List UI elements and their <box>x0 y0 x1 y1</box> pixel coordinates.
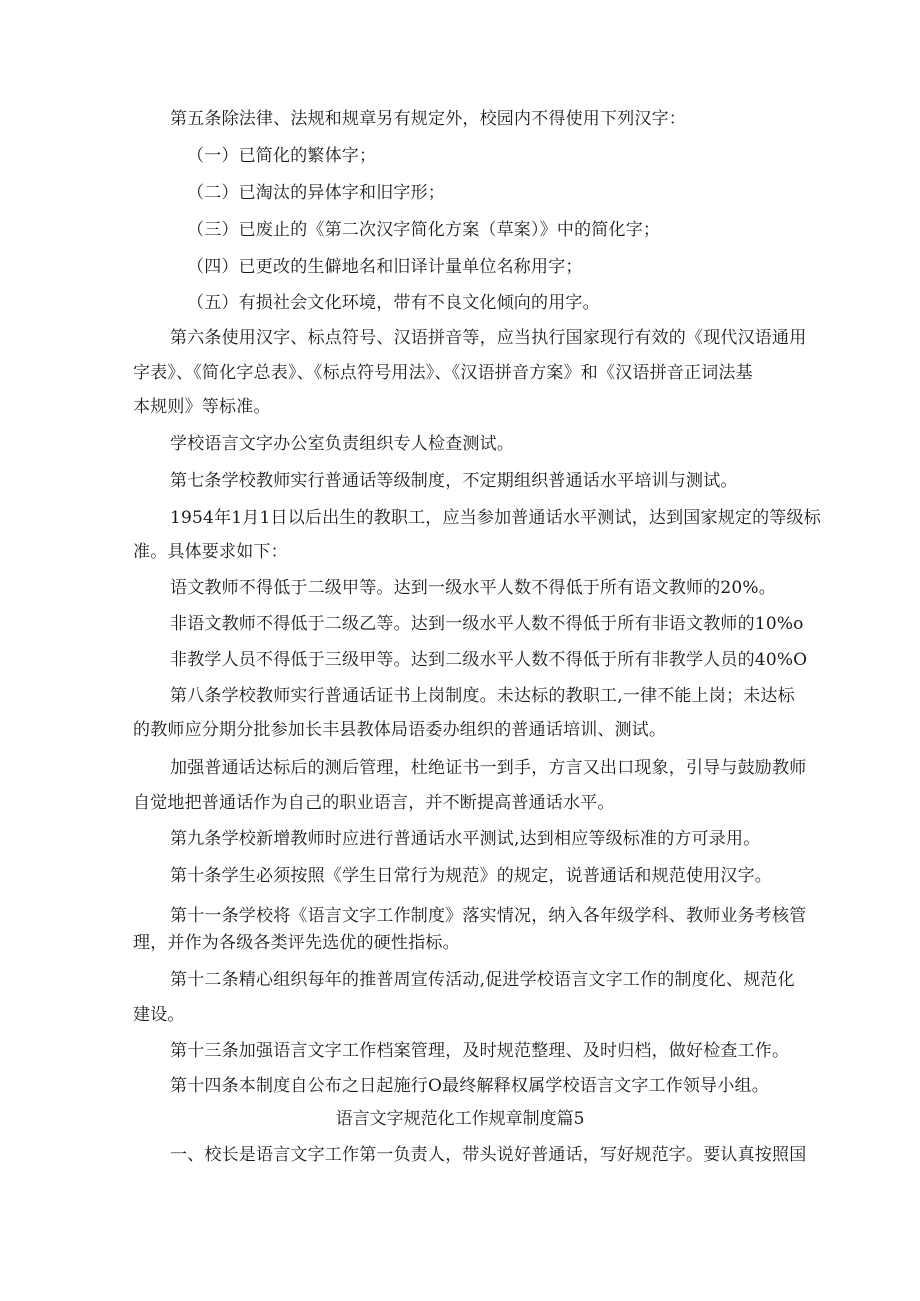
section-5-item-1: 一、校长是语言文字工作第一负责人，带头说好普通话，写好规范字。要认真按照国 <box>170 1145 807 1165</box>
article-12-line-2: 建设。 <box>133 1005 185 1025</box>
article-6-line-3: 本规则》等标准。 <box>133 397 271 417</box>
article-9-paragraph: 第九条学校新增教师时应进行普通话水平测试,达到相应等级标准的方可录用。 <box>170 829 761 849</box>
testing-office-note: 学校语言文字办公室负责组织专人检查测试。 <box>170 434 514 454</box>
list-item-5: （五）有损社会文化环境，带有不良文化倾向的用字。 <box>187 293 600 313</box>
chinese-teacher-requirement: 语文教师不得低于二级甲等。达到一级水平人数不得低于所有语文教师的20%。 <box>170 578 776 598</box>
post-test-line-1: 加强普通话达标后的测后管理，杜绝证书一到手，方言又出口现象，引导与鼓励教师 <box>170 758 807 778</box>
non-teaching-staff-requirement: 非教学人员不得低于三级甲等。达到二级水平人数不得低于所有非教学人员的40%O <box>170 650 808 670</box>
staff-requirement-line-1: 1954年1月1日以后出生的教职工，应当参加普通话水平测试，达到国家规定的等级标 <box>170 508 821 528</box>
article-10-paragraph: 第十条学生必须按照《学生日常行为规范》的规定，说普通话和规范使用汉字。 <box>170 866 772 886</box>
article-8-line-2: 的教师应分期分批参加长丰县教体局语委办组织的普通话培训、测试。 <box>133 720 667 740</box>
staff-requirement-line-2: 准。具体要求如下： <box>133 542 288 562</box>
article-14-paragraph: 第十四条本制度自公布之日起施行O最终解释权属学校语言文字工作领导小组。 <box>170 1076 769 1096</box>
article-6-line-2: 字表》、《简化字总表》、《标点符号用法》、《汉语拼音方案》和《汉语拼音正词法基 <box>133 363 753 383</box>
article-5-intro: 第五条除法律、法规和规章另有规定外，校园内不得使用下列汉字： <box>170 109 686 129</box>
post-test-line-2: 自觉地把普通话作为自己的职业语言，并不断提高普通话水平。 <box>133 793 615 813</box>
non-chinese-teacher-requirement: 非语文教师不得低于二级乙等。达到一级水平人数不得低于所有非语文教师的10%o <box>170 614 804 634</box>
article-11-line-2: 理，并作为各级各类评先选优的硬性指标。 <box>133 933 460 953</box>
section-heading: 语言文字规范化工作规章制度篇5 <box>335 1109 585 1129</box>
list-item-4: （四）已更改的生僻地名和旧译计量单位名称用字； <box>187 257 583 277</box>
article-7-paragraph: 第七条学校教师实行普通话等级制度，不定期组织普通话水平培训与测试。 <box>170 471 738 491</box>
article-13-paragraph: 第十三条加强语言文字工作档案管理，及时规范整理、及时归档，做好检查工作。 <box>170 1041 790 1061</box>
list-item-1: （一）已简化的繁体字； <box>187 146 377 166</box>
article-11-line-1: 第十一条学校将《语言文字工作制度》落实情况，纳入各年级学科、教师业务考核管 <box>170 906 807 926</box>
article-6-line-1: 第六条使用汉字、标点符号、汉语拼音等，应当执行国家现行有效的《现代汉语通用 <box>170 328 807 348</box>
list-item-2: （二）已淘汰的异体字和旧字形； <box>187 183 445 203</box>
article-8-line-1: 第八条学校教师实行普通话证书上岗制度。未达标的教职工,一律不能上岗；未达标 <box>170 686 795 706</box>
list-item-3: （三）已废止的《第二次汉字简化方案（草案）》中的简化字； <box>187 220 661 240</box>
article-12-line-1: 第十二条精心组织每年的推普周宣传活动,促进学校语言文字工作的制度化、规范化 <box>170 970 795 990</box>
